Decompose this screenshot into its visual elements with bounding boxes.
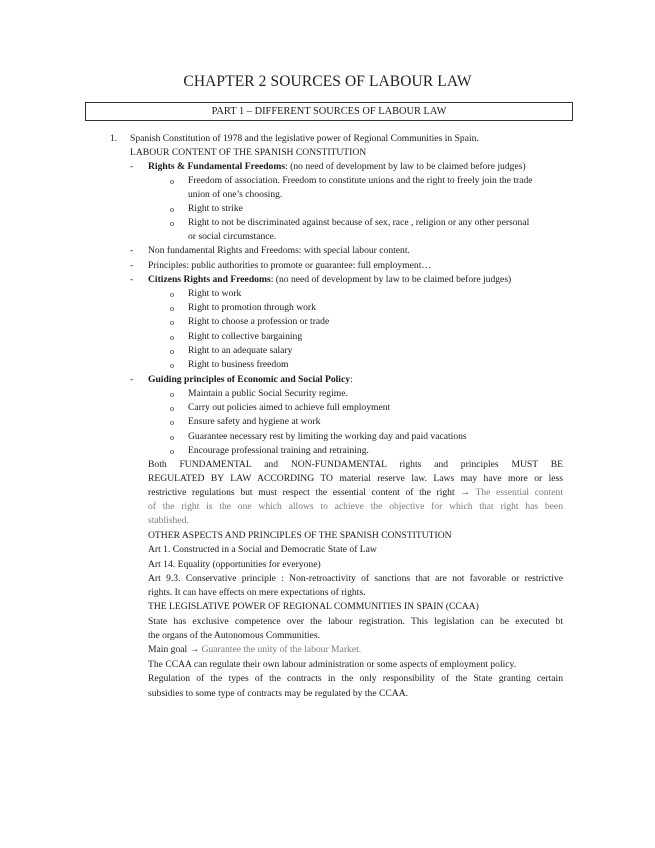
arrow-icon: → [460,487,470,498]
sub-list-item: Encourage professional training and retraining. [188,445,369,456]
paragraph-line: The CCAA can regulate their own labour administration or some aspects of employment policy. [148,659,517,670]
bullet-marker: o [170,177,174,186]
bullet-marker: o [170,205,174,214]
bullet-marker: o [170,318,174,327]
paragraph-text: restrictive regulations but must respect the essential content of the right [148,487,455,498]
dash-marker: - [130,260,134,271]
paragraph-line: Both FUNDAMENTAL and NON-FUNDAMENTAL rights and principles MUST BE [148,459,563,470]
paragraph-note: stablished. [148,515,189,526]
bullet-marker: o [170,447,174,456]
paragraph-note: of the right is the one which allows to achieve the objective for which that right has been [148,501,563,512]
bullet-marker: o [170,347,174,356]
list-item [148,273,511,287]
part-heading-box: PART 1 – DIFFERENT SOURCES OF LABOUR LAW [85,102,573,121]
paragraph-line [148,486,563,500]
bullet-marker: o [170,304,174,313]
paragraph-line [148,643,361,657]
list-item [148,160,526,174]
paragraph-line: State has exclusive competence over the labour registration. This legislation can be executed bt [148,616,563,627]
sub-list-item: Right to strike [188,203,243,214]
bullet-marker: o [170,433,174,442]
paragraph-line: Art 1. Constructed in a Social and Democratic State of Law [148,544,377,555]
dash-marker: - [130,245,134,256]
paragraph-line: subsidies to some type of contracts may be regulated by the CCAA. [148,688,409,699]
sub-list-item: Right to work [188,288,242,299]
main-goal-label: Main goal [148,644,188,655]
sub-list-item: Freedom of association. Freedom to constitute unions and the right to freely join the trade [188,175,533,186]
dash-marker: - [130,274,134,285]
section-subheading: THE LEGISLATIVE POWER OF REGIONAL COMMUNITIES IN SPAIN (CCAA) [148,601,479,612]
list-item: Principles: public authorities to promote or guarantee: full employment… [148,260,431,271]
paragraph-line: Art 14. Equality (opportunities for everyone) [148,559,321,570]
section-subheading: OTHER ASPECTS AND PRINCIPLES OF THE SPANISH CONSTITUTION [148,530,452,541]
label-rest: : (no need of development by law to be claimed before judges) [270,274,512,285]
sub-list-item: Guarantee necessary rest by limiting the working day and paid vacations [188,431,467,442]
list-item [148,373,353,387]
paragraph-line: rights. It can have effects on mere expectations of rights. [148,587,366,598]
arrow-icon: → [189,644,200,655]
paragraph-line: Regulation of the types of the contracts in the only responsibility of the State granting certain [148,673,563,684]
paragraph-note: The essential content [475,487,563,498]
sub-list-item: Carry out policies aimed to achieve full employment [188,402,391,413]
main-goal-text: Guarantee the unity of the labour Market. [201,644,362,655]
paragraph-line: REGULATED BY LAW ACCORDING TO material reserve law. Laws may have more or less [148,473,563,484]
section-subheading: LABOUR CONTENT OF THE SPANISH CONSTITUTION [130,147,367,158]
label-rest: : [350,374,353,385]
label-rest: : (no need of development by law to be claimed before judges) [285,161,526,172]
sub-list-item: Right to business freedom [188,359,289,370]
sub-list-item-cont: or social circumstance. [188,231,277,242]
sub-list-item: Right to choose a profession or trade [188,316,330,327]
sub-list-item: Right to an adequate salary [188,345,293,356]
bold-label: Rights & Fundamental Freedoms [148,161,286,172]
bullet-marker: o [170,361,174,370]
bullet-marker: o [170,219,174,228]
item-number: 1. [110,133,118,144]
dash-marker: - [130,374,134,385]
chapter-title: CHAPTER 2 SOURCES OF LABOUR LAW [183,73,472,90]
bullet-marker: o [170,390,174,399]
item-heading: Spanish Constitution of 1978 and the legislative power of Regional Communities in Spain. [130,133,479,144]
bullet-marker: o [170,404,174,413]
sub-list-item: Ensure safety and hygiene at work [188,416,321,427]
sub-list-item: Right to collective bargaining [188,331,303,342]
list-item: Non fundamental Rights and Freedoms: with special labour content. [148,245,410,256]
bold-label: Guiding principles of Economic and Social Policy [148,374,351,385]
paragraph-line: Art 9.3. Conservative principle : Non-retroactivity of sanctions that are not favorable or restrictive [148,573,563,584]
sub-list-item: Right to promotion through work [188,302,316,313]
paragraph-line: the organs of the Autonomous Communities. [148,630,320,641]
sub-list-item-cont: union of one’s choosing. [188,189,283,200]
bullet-marker: o [170,290,174,299]
dash-marker: - [130,161,134,172]
bullet-marker: o [170,418,174,427]
bullet-marker: o [170,333,174,342]
sub-list-item: Right to not be discriminated against because of sex, race , religion or any other personal [188,217,530,228]
sub-list-item: Maintain a public Social Security regime. [188,388,348,399]
bold-label: Citizens Rights and Freedoms [148,274,271,285]
